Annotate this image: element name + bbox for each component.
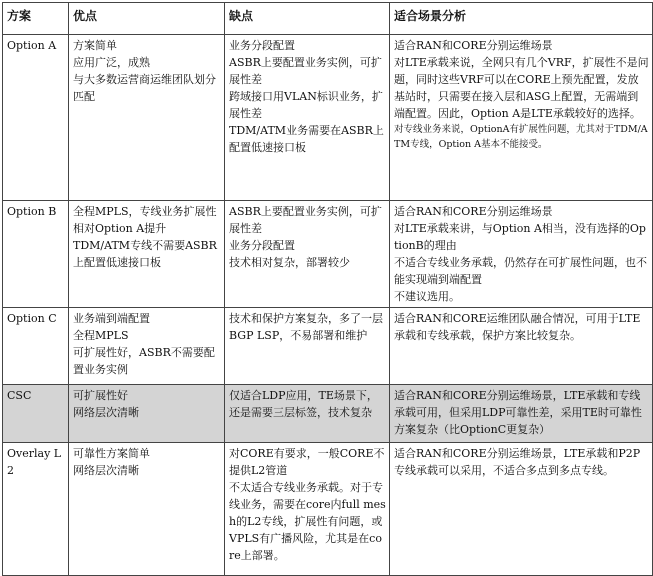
cons-line: ASBR上要配置业务实例，可扩展性差 <box>229 56 382 86</box>
scenario-cell <box>390 443 653 576</box>
pros-line: 可扩展性好 <box>73 389 128 402</box>
header-scheme: 方案 <box>3 3 69 35</box>
header-scenario: 适合场景分析 <box>390 3 653 35</box>
pros-line: 网络层次清晰 <box>73 464 139 477</box>
table-row <box>3 385 653 443</box>
scenario-cell <box>390 308 653 385</box>
scenario-line: 对LTE承载来说，全网只有几个VRF，扩展性不是问题，同时这些VRF可以在CORE上预先配置，发放基站时，只需要在接入层和ASG上配置，无需端到端配置。因此，Option A是LTE承载较好的选择。 <box>394 56 649 120</box>
cons-cell <box>225 35 390 201</box>
pros-cell <box>69 308 225 385</box>
cons-line: 技术相对复杂，部署较少 <box>229 256 350 269</box>
cons-line: 仅适合LDP应用，TE场景下，还是需要三层标签，技术复杂 <box>229 389 378 419</box>
table-row <box>3 443 653 576</box>
scheme-cell: Option C <box>3 308 69 385</box>
scenario-line: 不建议选用。 <box>394 290 460 303</box>
header-pros: 优点 <box>69 3 225 35</box>
pros-line: 全程MPLS <box>73 329 129 342</box>
cons-line: 业务分段配置 <box>229 39 295 52</box>
pros-line: 应用广泛，成熟 <box>73 56 150 69</box>
pros-line: 网络层次清晰 <box>73 406 139 419</box>
pros-cell <box>69 385 225 443</box>
scenario-cell <box>390 201 653 308</box>
pros-line: 可靠性方案简单 <box>73 447 150 460</box>
cons-line: 不太适合专线业务承载。对于专线业务，需要在core内full mesh的L2专线，扩展性有问题，或VPLS有广播风险，尤其是在core上部署。 <box>229 481 386 562</box>
table-row <box>3 35 653 201</box>
comparison-table <box>2 2 653 576</box>
pros-cell <box>69 35 225 201</box>
scenario-note: 对专线业务来说，OptionA有扩展性问题，尤其对于TDM/ATM专线，Option A基本不能接受。 <box>394 124 648 150</box>
cons-line: 跨域接口用VLAN标识业务，扩展性差 <box>229 90 383 120</box>
pros-line: 方案简单 <box>73 39 117 52</box>
scenario-line: 适合RAN和CORE分别运维场景，LTE承载和P2P专线承载可以采用，不适合多点到多点专线。 <box>394 447 641 477</box>
pros-line: 业务端到端配置 <box>73 312 150 325</box>
cons-line: TDM/ATM业务需要在ASBR上配置低速接口板 <box>229 124 384 154</box>
scenario-line: 对LTE承载来讲，与Option A相当，没有选择的OptionB的理由 <box>394 222 646 252</box>
cons-line: 对CORE有要求，一般CORE不提供L2管道 <box>229 447 385 477</box>
scheme-cell: CSC <box>3 385 69 443</box>
scenario-cell <box>390 35 653 201</box>
cons-line: 业务分段配置 <box>229 239 295 252</box>
cons-cell <box>225 201 390 308</box>
pros-line: 全程MPLS，专线业务扩展性相对Option A提升 <box>73 205 217 235</box>
cons-cell <box>225 443 390 576</box>
scheme-cell: Option B <box>3 201 69 308</box>
scenario-cell <box>390 385 653 443</box>
pros-line: 与大多数运营商运维团队划分匹配 <box>73 73 216 103</box>
scenario-line: 适合RAN和CORE分别运维场景 <box>394 205 553 218</box>
scenario-line: 适合RAN和CORE分别运维场景 <box>394 39 553 52</box>
pros-cell <box>69 201 225 308</box>
header-cons: 缺点 <box>225 3 390 35</box>
pros-cell <box>69 443 225 576</box>
cons-cell <box>225 385 390 443</box>
scenario-line: 不适合专线业务承载，仍然存在可扩展性问题，也不能实现端到端配置 <box>394 256 647 286</box>
scheme-cell: Option A <box>3 35 69 201</box>
scenario-line: 适合RAN和CORE运维团队融合情况，可用于LTE承载和专线承载，保护方案比较复杂。 <box>394 312 641 342</box>
scenario-line: 适合RAN和CORE分别运维场景，LTE承载和专线承载可用，但采用LDP可靠性差，采用TE时可靠性方案复杂（比OptionC更复杂） <box>394 389 642 436</box>
cons-cell <box>225 308 390 385</box>
cons-line: 技术和保护方案复杂，多了一层BGP LSP，不易部署和维护 <box>229 312 383 342</box>
table-row <box>3 308 653 385</box>
table-row <box>3 201 653 308</box>
scheme-cell: Overlay L2 <box>3 443 69 576</box>
pros-line: TDM/ATM专线不需要ASBR上配置低速接口板 <box>73 239 217 269</box>
table-header-row <box>3 3 653 35</box>
pros-line: 可扩展性好，ASBR不需要配置业务实例 <box>73 346 215 376</box>
cons-line: ASBR上要配置业务实例，可扩展性差 <box>229 205 382 235</box>
